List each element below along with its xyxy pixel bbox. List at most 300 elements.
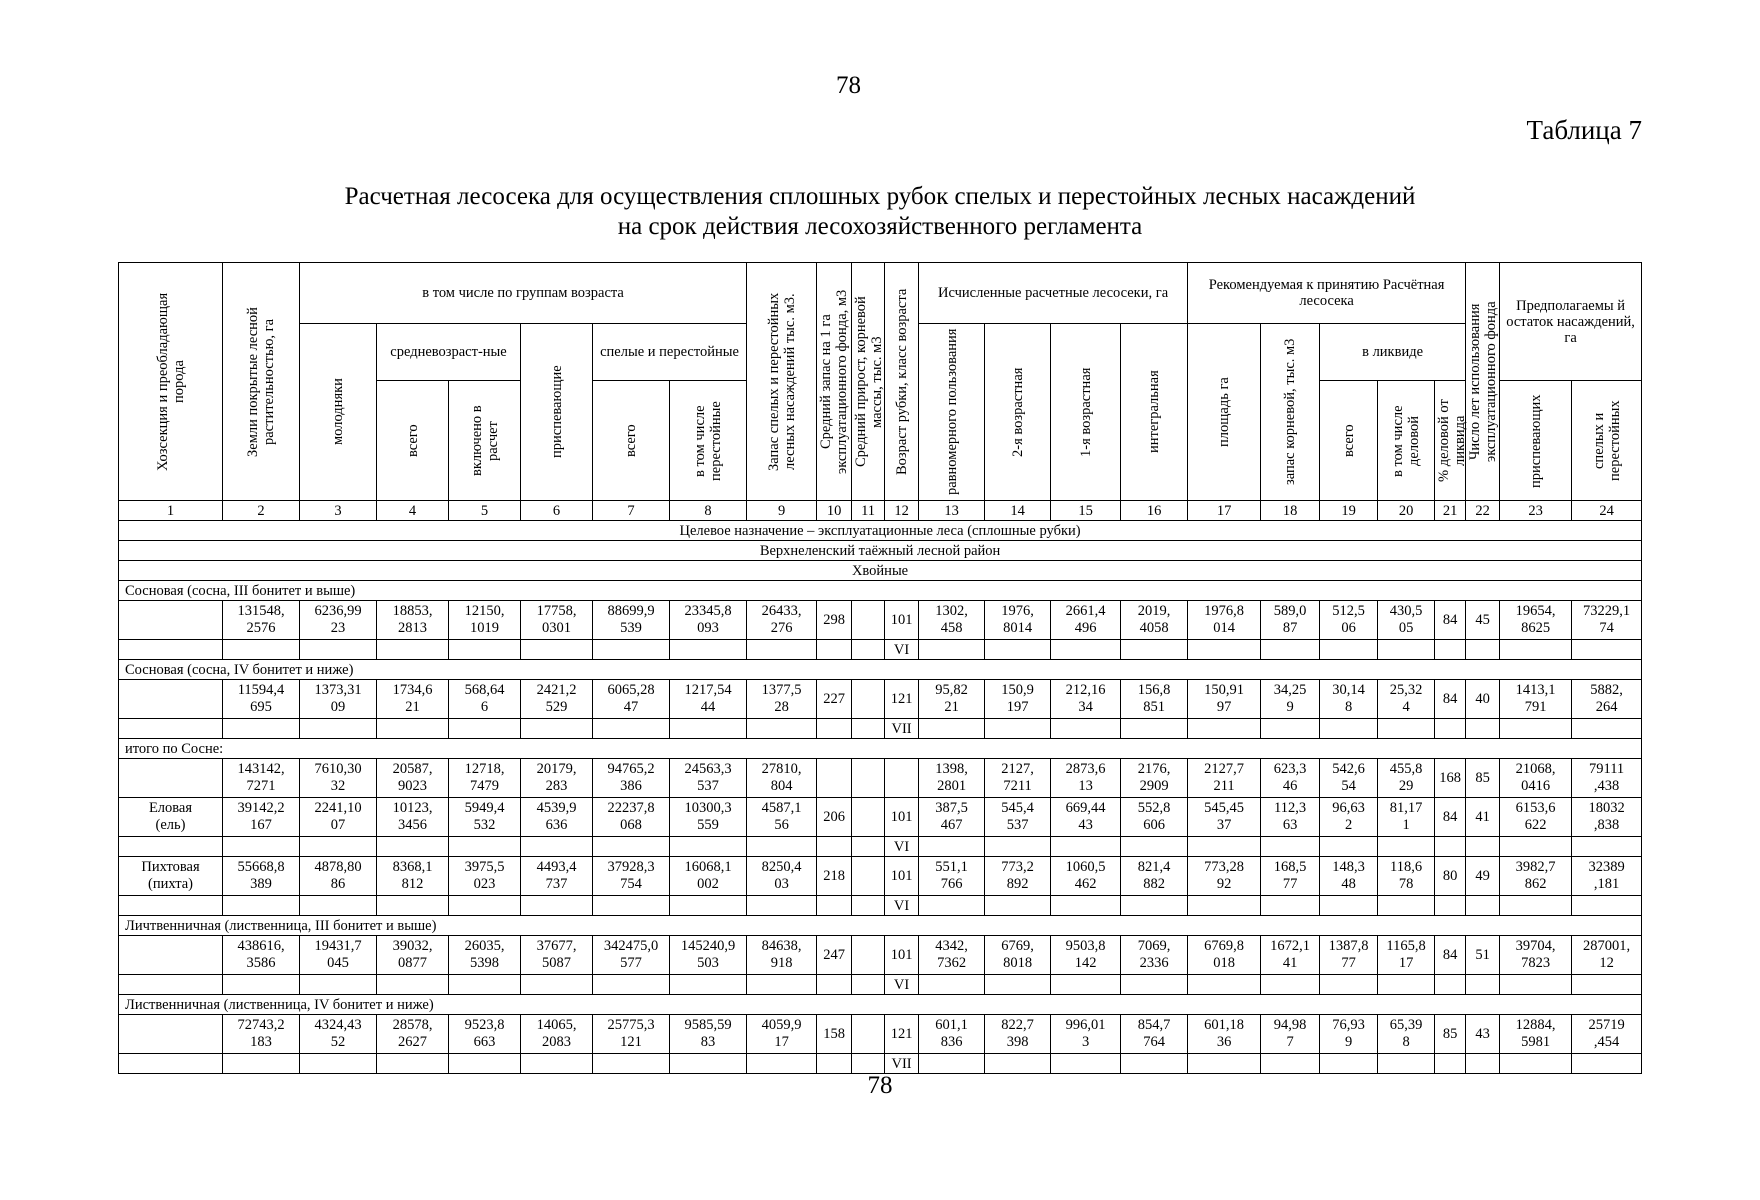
empty-cell — [817, 837, 852, 857]
data-cell: 43 — [1466, 1015, 1500, 1054]
empty-cell — [119, 640, 223, 660]
data-cell: 168,5 77 — [1261, 857, 1320, 896]
empty-cell — [1051, 1054, 1121, 1074]
data-cell: 1734,6 21 — [377, 680, 449, 719]
data-cell: 101 — [885, 798, 919, 837]
empty-cell — [670, 640, 747, 660]
table-label: Таблица 7 — [1526, 115, 1642, 145]
header-remainder: Предполагаемы й остаток насаждений, га — [1500, 263, 1642, 381]
data-cell: 39704, 7823 — [1500, 936, 1572, 975]
data-cell — [852, 601, 885, 640]
species-name: Пихтовая (пихта) — [119, 857, 223, 896]
empty-cell — [1435, 1054, 1466, 1074]
group-label: Сосновая (сосна, IV бонитет и ниже) — [119, 660, 1642, 680]
empty-cell — [593, 975, 670, 995]
data-cell: 95,82 21 — [919, 680, 985, 719]
data-cell: 1302, 458 — [919, 601, 985, 640]
data-cell: 1377,5 28 — [747, 680, 817, 719]
column-number: 3 — [300, 501, 377, 521]
table-row — [119, 798, 1642, 837]
data-cell: 12150, 1019 — [449, 601, 521, 640]
empty-cell — [1572, 975, 1642, 995]
empty-cell — [1378, 719, 1435, 739]
data-cell: 4324,43 52 — [300, 1015, 377, 1054]
data-cell: 73229,1 74 — [1572, 601, 1642, 640]
column-number: 6 — [521, 501, 593, 521]
column-number: 5 — [449, 501, 521, 521]
data-cell: 14065, 2083 — [521, 1015, 593, 1054]
header-c14: 2-я возрастная — [985, 324, 1051, 501]
data-cell: 84 — [1435, 680, 1466, 719]
empty-cell — [1051, 719, 1121, 739]
empty-cell — [1261, 1054, 1320, 1074]
empty-cell — [1500, 837, 1572, 857]
data-cell: 96,63 2 — [1320, 798, 1378, 837]
data-cell: 8368,1 812 — [377, 857, 449, 896]
empty-cell — [1572, 719, 1642, 739]
empty-cell — [1261, 896, 1320, 916]
empty-cell — [1466, 719, 1500, 739]
header-middle: средневозраст-ные — [377, 324, 521, 381]
data-cell: 298 — [817, 601, 852, 640]
empty-cell — [1435, 975, 1466, 995]
empty-cell — [1378, 975, 1435, 995]
empty-cell — [1378, 640, 1435, 660]
column-number: 24 — [1572, 501, 1642, 521]
empty-cell — [1051, 896, 1121, 916]
empty-cell — [1435, 896, 1466, 916]
data-cell: 101 — [885, 936, 919, 975]
column-number: 13 — [919, 501, 985, 521]
empty-cell — [300, 1054, 377, 1074]
data-cell: 6236,99 23 — [300, 601, 377, 640]
empty-cell — [1378, 896, 1435, 916]
empty-cell — [1320, 975, 1378, 995]
table-row — [119, 759, 1642, 798]
data-cell: 21068, 0416 — [1500, 759, 1572, 798]
data-cell: 27810, 804 — [747, 759, 817, 798]
empty-cell — [919, 896, 985, 916]
header-c17: площадь га — [1188, 324, 1261, 501]
data-cell: 94,98 7 — [1261, 1015, 1320, 1054]
data-cell: 94765,2 386 — [593, 759, 670, 798]
column-number: 4 — [377, 501, 449, 521]
table-row — [119, 601, 1642, 640]
empty-cell — [670, 837, 747, 857]
header-c13: равномерного пользования — [919, 324, 985, 501]
data-cell: 39032, 0877 — [377, 936, 449, 975]
data-cell — [852, 680, 885, 719]
empty-cell — [747, 896, 817, 916]
empty-cell — [300, 896, 377, 916]
data-cell: 438616, 3586 — [223, 936, 300, 975]
empty-cell — [670, 719, 747, 739]
empty-cell — [1378, 1054, 1435, 1074]
empty-cell — [449, 896, 521, 916]
header-c18: запас корневой, тыс. м3 — [1261, 324, 1320, 501]
empty-cell — [1261, 975, 1320, 995]
data-cell: 2873,6 13 — [1051, 759, 1121, 798]
data-cell — [817, 759, 852, 798]
empty-cell — [1435, 640, 1466, 660]
header-c16: интегральная — [1121, 324, 1188, 501]
empty-cell — [817, 640, 852, 660]
header-c1: Хозсекция и преобладающая порода — [119, 263, 223, 501]
data-cell: 20179, 283 — [521, 759, 593, 798]
header-c3: молодняки — [300, 324, 377, 501]
header-c5: включено в расчет — [449, 381, 521, 501]
data-cell: 773,2 892 — [985, 857, 1051, 896]
table-row — [119, 680, 1642, 719]
data-cell: 112,3 63 — [1261, 798, 1320, 837]
empty-cell — [1051, 975, 1121, 995]
empty-cell — [377, 1054, 449, 1074]
data-cell: 1413,1 791 — [1500, 680, 1572, 719]
empty-cell — [449, 837, 521, 857]
empty-cell — [919, 640, 985, 660]
empty-cell — [223, 975, 300, 995]
group-label: Лиственничная (лиственница, IV бонитет и ниже) — [119, 995, 1642, 1015]
column-number: 15 — [1051, 501, 1121, 521]
empty-cell — [1188, 975, 1261, 995]
data-cell: 601,1 836 — [919, 1015, 985, 1054]
data-cell: 49 — [1466, 857, 1500, 896]
data-cell — [852, 759, 885, 798]
data-cell: 5882, 264 — [1572, 680, 1642, 719]
group-label: Сосновая (сосна, III бонитет и выше) — [119, 581, 1642, 601]
empty-cell — [670, 1054, 747, 1074]
data-cell: 545,4 537 — [985, 798, 1051, 837]
data-cell: 32389 ,181 — [1572, 857, 1642, 896]
header-c19: всего — [1320, 381, 1378, 501]
empty-cell — [747, 837, 817, 857]
empty-cell — [449, 719, 521, 739]
data-cell: 4539,9 636 — [521, 798, 593, 837]
data-cell: 81,17 1 — [1378, 798, 1435, 837]
species-name — [119, 759, 223, 798]
data-cell: 25719 ,454 — [1572, 1015, 1642, 1054]
data-cell: 1373,31 09 — [300, 680, 377, 719]
data-cell: 85 — [1466, 759, 1500, 798]
column-number: 23 — [1500, 501, 1572, 521]
data-cell: 2241,10 07 — [300, 798, 377, 837]
header-recommended: Рекомендуемая к принятию Расчётная лесосека — [1188, 263, 1466, 324]
table-row — [119, 857, 1642, 896]
data-cell: 19654, 8625 — [1500, 601, 1572, 640]
data-cell: 3982,7 862 — [1500, 857, 1572, 896]
data-cell: 26433, 276 — [747, 601, 817, 640]
data-cell: 101 — [885, 857, 919, 896]
column-number: 9 — [747, 501, 817, 521]
data-cell: 6065,28 47 — [593, 680, 670, 719]
empty-cell — [119, 837, 223, 857]
header-c24: спелых и перестойных — [1572, 381, 1642, 501]
empty-cell — [377, 896, 449, 916]
empty-cell — [985, 640, 1051, 660]
empty-cell — [817, 896, 852, 916]
empty-cell — [747, 1054, 817, 1074]
empty-cell — [852, 719, 885, 739]
data-cell: 3975,5 023 — [449, 857, 521, 896]
empty-cell — [521, 640, 593, 660]
column-number: 10 — [817, 501, 852, 521]
empty-cell — [919, 719, 985, 739]
data-cell: 88699,9 539 — [593, 601, 670, 640]
data-cell: 12884, 5981 — [1500, 1015, 1572, 1054]
data-cell: 20587, 9023 — [377, 759, 449, 798]
empty-cell — [1188, 1054, 1261, 1074]
header-liquid: в ликвиде — [1320, 324, 1466, 381]
empty-cell — [377, 837, 449, 857]
data-cell: 545,45 37 — [1188, 798, 1261, 837]
data-cell: 28578, 2627 — [377, 1015, 449, 1054]
empty-cell — [1466, 640, 1500, 660]
data-cell: 148,3 48 — [1320, 857, 1378, 896]
column-number: 19 — [1320, 501, 1378, 521]
data-cell: 34,25 9 — [1261, 680, 1320, 719]
data-cell: 118,6 78 — [1378, 857, 1435, 896]
title-line-2: на срок действия лесохозяйственного регламента — [617, 213, 1143, 240]
empty-cell — [1261, 640, 1320, 660]
empty-cell — [119, 975, 223, 995]
column-number: 2 — [223, 501, 300, 521]
data-cell: 150,9 197 — [985, 680, 1051, 719]
column-number: 7 — [593, 501, 670, 521]
empty-cell — [1188, 896, 1261, 916]
data-cell: 101 — [885, 601, 919, 640]
empty-cell — [852, 896, 885, 916]
header-c7: всего — [593, 381, 670, 501]
data-cell: 589,0 87 — [1261, 601, 1320, 640]
page-number-top: 78 — [836, 72, 861, 99]
empty-cell — [377, 640, 449, 660]
data-cell: 143142, 7271 — [223, 759, 300, 798]
data-cell: 158 — [817, 1015, 852, 1054]
header-c20: в том числе деловой — [1378, 381, 1435, 501]
data-cell: 2127, 7211 — [985, 759, 1051, 798]
data-cell: 247 — [817, 936, 852, 975]
empty-cell — [919, 1054, 985, 1074]
header-c12: Возраст рубки, класс возраста — [885, 263, 919, 501]
species-name — [119, 936, 223, 975]
data-cell: 669,44 43 — [1051, 798, 1121, 837]
data-cell: 17758, 0301 — [521, 601, 593, 640]
data-cell: 84638, 918 — [747, 936, 817, 975]
group-label: итого по Сосне: — [119, 739, 1642, 759]
data-cell: 455,8 29 — [1378, 759, 1435, 798]
section-group: Хвойные — [119, 561, 1642, 581]
species-name: Еловая (ель) — [119, 798, 223, 837]
empty-cell — [852, 837, 885, 857]
data-cell: 79111 ,438 — [1572, 759, 1642, 798]
data-cell: 601,18 36 — [1188, 1015, 1261, 1054]
column-number: 21 — [1435, 501, 1466, 521]
empty-cell — [593, 719, 670, 739]
header-mature: спелые и перестойные — [593, 324, 747, 381]
empty-cell — [1188, 837, 1261, 857]
data-cell: 4342, 7362 — [919, 936, 985, 975]
data-cell: 227 — [817, 680, 852, 719]
species-name — [119, 1015, 223, 1054]
species-name — [119, 601, 223, 640]
data-cell: 1165,8 17 — [1378, 936, 1435, 975]
data-cell: 145240,9 503 — [670, 936, 747, 975]
data-cell: 7069, 2336 — [1121, 936, 1188, 975]
species-name — [119, 680, 223, 719]
empty-cell — [1466, 896, 1500, 916]
header-c11: Средний прирост, корневой массы, тыс. м3 — [852, 263, 885, 501]
data-cell: 218 — [817, 857, 852, 896]
data-cell: 12718, 7479 — [449, 759, 521, 798]
header-c2: Земли покрытые лесной растительностью, га — [223, 263, 300, 501]
column-number: 18 — [1261, 501, 1320, 521]
empty-cell — [747, 975, 817, 995]
column-number: 22 — [1466, 501, 1500, 521]
empty-cell — [593, 837, 670, 857]
data-cell: 39142,2 167 — [223, 798, 300, 837]
empty-cell — [1572, 640, 1642, 660]
data-cell: 65,39 8 — [1378, 1015, 1435, 1054]
data-cell: 1398, 2801 — [919, 759, 985, 798]
empty-cell — [670, 896, 747, 916]
header-c21: % деловой от ликвида — [1435, 381, 1466, 501]
empty-cell — [817, 1054, 852, 1074]
section-region: Верхнеленский таёжный лесной район — [119, 541, 1642, 561]
empty-cell — [377, 719, 449, 739]
data-cell: 26035, 5398 — [449, 936, 521, 975]
column-number: 20 — [1378, 501, 1435, 521]
group-label: Личтвенничная (лиственница, III бонитет и выше) — [119, 916, 1642, 936]
data-cell: 2019, 4058 — [1121, 601, 1188, 640]
data-cell: 18853, 2813 — [377, 601, 449, 640]
data-cell — [852, 857, 885, 896]
empty-cell — [852, 975, 885, 995]
empty-cell — [1435, 837, 1466, 857]
data-cell: 11594,4 695 — [223, 680, 300, 719]
header-computed: Исчисленные расчетные лесосеки, га — [919, 263, 1188, 324]
data-cell: 4878,80 86 — [300, 857, 377, 896]
empty-cell — [1261, 837, 1320, 857]
data-cell: 6153,6 622 — [1500, 798, 1572, 837]
data-cell: 542,6 54 — [1320, 759, 1378, 798]
empty-cell — [300, 640, 377, 660]
empty-cell — [919, 837, 985, 857]
data-cell: 1672,1 41 — [1261, 936, 1320, 975]
data-cell: 5949,4 532 — [449, 798, 521, 837]
empty-cell — [1320, 1054, 1378, 1074]
empty-cell — [1188, 640, 1261, 660]
data-cell: 287001, 12 — [1572, 936, 1642, 975]
empty-cell — [985, 975, 1051, 995]
age-class: VII — [885, 1054, 919, 1074]
empty-cell — [817, 719, 852, 739]
column-number: 8 — [670, 501, 747, 521]
data-cell: 6769,8 018 — [1188, 936, 1261, 975]
data-cell: 2661,4 496 — [1051, 601, 1121, 640]
data-cell: 9503,8 142 — [1051, 936, 1121, 975]
empty-cell — [119, 896, 223, 916]
data-cell: 23345,8 093 — [670, 601, 747, 640]
header-c10: Средний запас на 1 га эксплуатационного фонда, м3 — [817, 263, 852, 501]
empty-cell — [119, 1054, 223, 1074]
data-cell: 551,1 766 — [919, 857, 985, 896]
empty-cell — [1500, 640, 1572, 660]
empty-cell — [223, 719, 300, 739]
empty-cell — [985, 896, 1051, 916]
data-cell: 7610,30 32 — [300, 759, 377, 798]
data-cell: 37928,3 754 — [593, 857, 670, 896]
empty-cell — [670, 975, 747, 995]
empty-cell — [1500, 1054, 1572, 1074]
data-cell: 80 — [1435, 857, 1466, 896]
empty-cell — [300, 975, 377, 995]
data-cell: 30,14 8 — [1320, 680, 1378, 719]
data-cell: 16068,1 002 — [670, 857, 747, 896]
document-title — [0, 182, 1760, 242]
data-cell: 150,91 97 — [1188, 680, 1261, 719]
data-cell: 25775,3 121 — [593, 1015, 670, 1054]
data-cell: 568,64 6 — [449, 680, 521, 719]
data-cell: 76,93 9 — [1320, 1015, 1378, 1054]
empty-cell — [1466, 837, 1500, 857]
empty-cell — [1572, 896, 1642, 916]
data-cell: 623,3 46 — [1261, 759, 1320, 798]
data-cell: 24563,3 537 — [670, 759, 747, 798]
empty-cell — [449, 1054, 521, 1074]
data-cell: 1060,5 462 — [1051, 857, 1121, 896]
age-class: VI — [885, 640, 919, 660]
empty-cell — [521, 1054, 593, 1074]
empty-cell — [1500, 975, 1572, 995]
empty-cell — [747, 640, 817, 660]
column-number: 1 — [119, 501, 223, 521]
data-cell — [852, 1015, 885, 1054]
harvest-table — [118, 262, 1642, 1074]
data-cell: 72743,2 183 — [223, 1015, 300, 1054]
data-cell: 4587,1 56 — [747, 798, 817, 837]
empty-cell — [593, 896, 670, 916]
empty-cell — [1121, 640, 1188, 660]
empty-cell — [852, 1054, 885, 1074]
empty-cell — [919, 975, 985, 995]
data-cell: 22237,8 068 — [593, 798, 670, 837]
empty-cell — [223, 837, 300, 857]
empty-cell — [1320, 640, 1378, 660]
age-class: VI — [885, 975, 919, 995]
empty-cell — [1121, 1054, 1188, 1074]
data-cell: 206 — [817, 798, 852, 837]
data-cell: 342475,0 577 — [593, 936, 670, 975]
empty-cell — [223, 640, 300, 660]
data-cell: 1976,8 014 — [1188, 601, 1261, 640]
empty-cell — [1121, 975, 1188, 995]
empty-cell — [1500, 719, 1572, 739]
data-cell: 821,4 882 — [1121, 857, 1188, 896]
empty-cell — [747, 719, 817, 739]
data-cell: 4493,4 737 — [521, 857, 593, 896]
data-cell: 84 — [1435, 601, 1466, 640]
empty-cell — [223, 1054, 300, 1074]
empty-cell — [449, 975, 521, 995]
header-c15: 1-я возрастная — [1051, 324, 1121, 501]
data-cell: 387,5 467 — [919, 798, 985, 837]
data-cell: 212,16 34 — [1051, 680, 1121, 719]
section-purpose: Целевое назначение – эксплуатационные леса (сплошные рубки) — [119, 521, 1642, 541]
empty-cell — [593, 640, 670, 660]
data-cell: 2421,2 529 — [521, 680, 593, 719]
header-c9: Запас спелых и перестойных лесных насаждений тыс. м3. — [747, 263, 817, 501]
title-line-1: Расчетная лесосека для осуществления сплошных рубок спелых и перестойных лесных насаждений — [344, 183, 1416, 210]
